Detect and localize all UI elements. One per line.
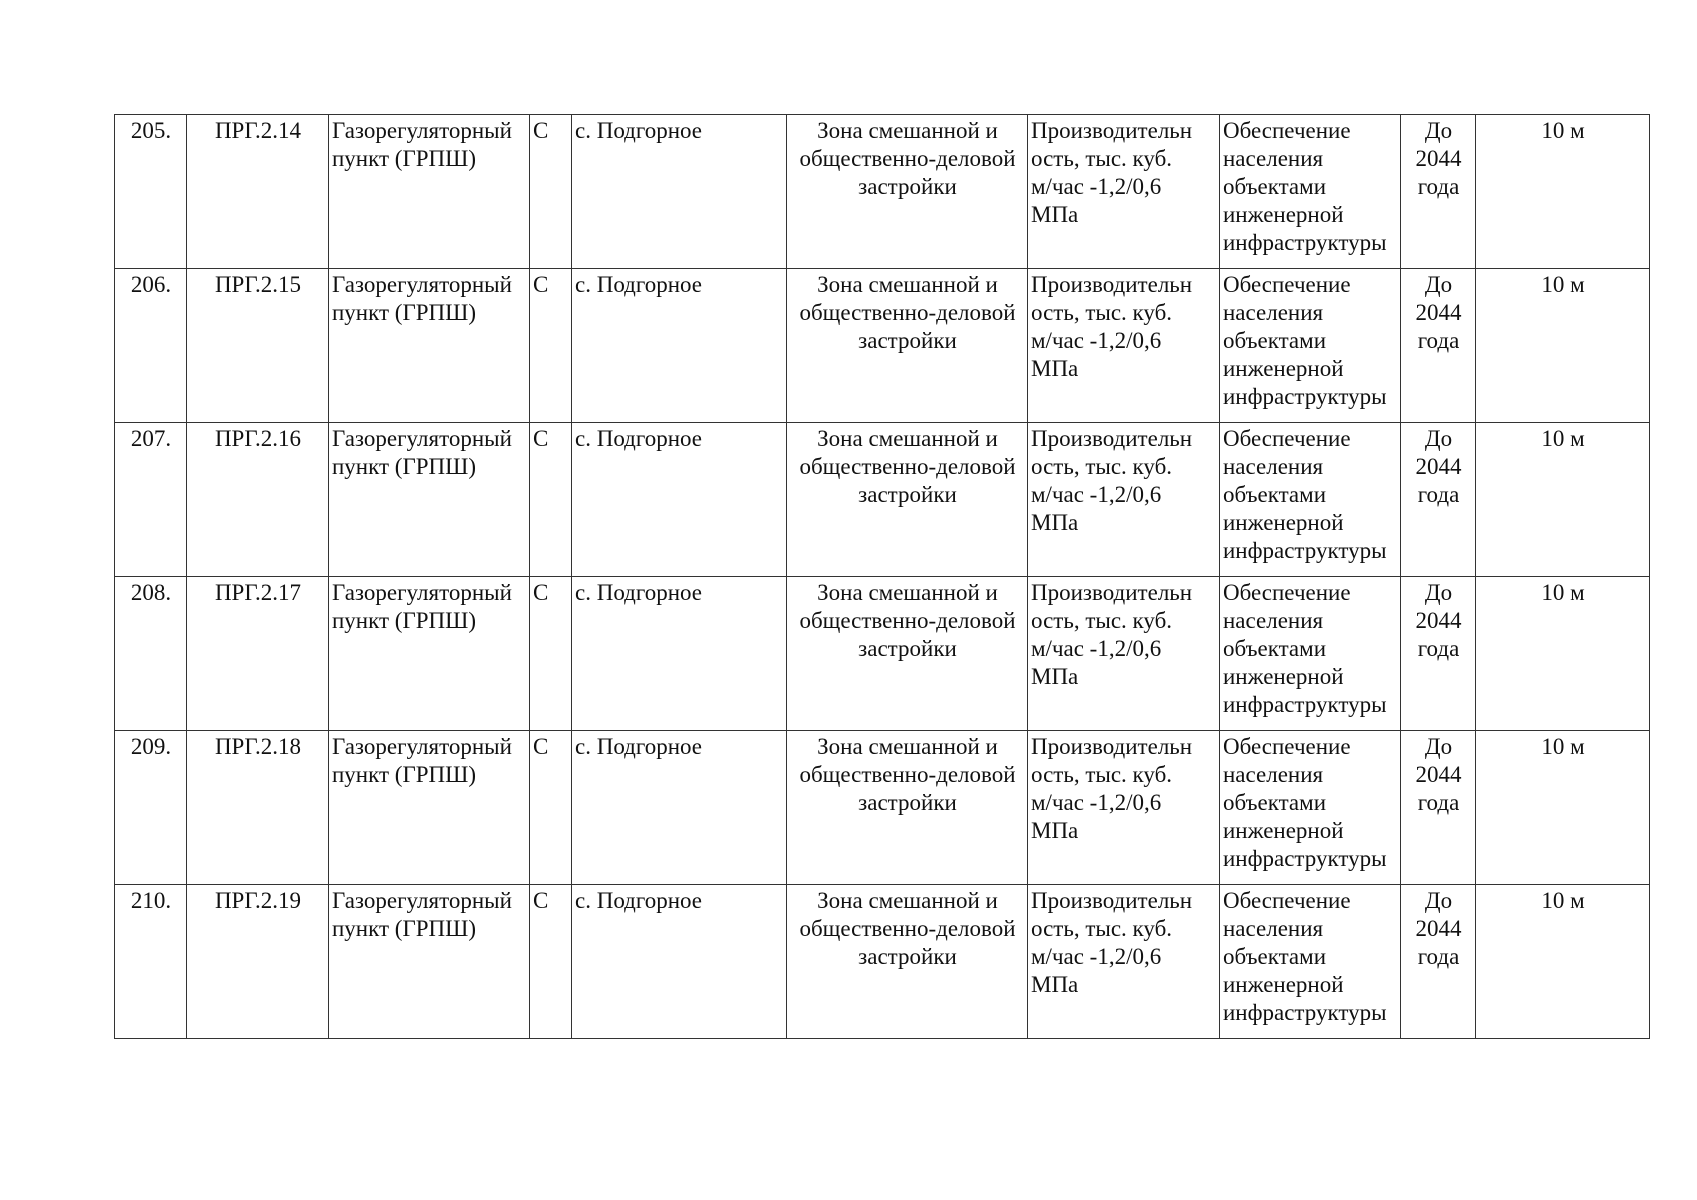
objects-table bbox=[114, 114, 1650, 1039]
purpose-line: Обеспечение bbox=[1223, 426, 1351, 451]
term-line: года bbox=[1417, 174, 1460, 199]
purpose-line: населения bbox=[1223, 608, 1324, 633]
functional-zone-line: общественно-деловой bbox=[799, 762, 1016, 787]
term-line: 2044 bbox=[1415, 146, 1462, 171]
object-code: ПРГ.2.18 bbox=[214, 734, 302, 759]
object-status: С bbox=[533, 118, 549, 143]
functional-zone-line: застройки bbox=[858, 944, 957, 969]
characteristics-line: Производительн bbox=[1031, 118, 1193, 143]
object-status-cell bbox=[530, 115, 572, 269]
purpose-line: населения bbox=[1223, 300, 1324, 325]
location-cell bbox=[572, 731, 787, 885]
characteristics-line: МПа bbox=[1031, 202, 1079, 227]
location: с. Подгорное bbox=[575, 272, 703, 297]
zone-size: 10 м bbox=[1541, 118, 1585, 143]
purpose-cell bbox=[1220, 885, 1401, 1039]
object-name-line: пункт (ГРПШ) bbox=[332, 146, 477, 171]
zone-size-cell bbox=[1476, 577, 1650, 731]
functional-zone-cell bbox=[787, 731, 1028, 885]
term-line: До bbox=[1424, 734, 1453, 759]
purpose-line: Обеспечение bbox=[1223, 272, 1351, 297]
characteristics-cell bbox=[1028, 577, 1220, 731]
zone-size: 10 м bbox=[1541, 580, 1585, 605]
object-name-cell bbox=[329, 423, 530, 577]
term-line: 2044 bbox=[1415, 300, 1462, 325]
term-cell bbox=[1401, 269, 1476, 423]
characteristics-line: ость, тыс. куб. bbox=[1031, 146, 1173, 171]
term-line: До bbox=[1424, 272, 1453, 297]
purpose-line: населения bbox=[1223, 762, 1324, 787]
functional-zone-line: Зона смешанной и bbox=[817, 426, 998, 451]
row-number: 207. bbox=[130, 426, 172, 451]
characteristics-cell bbox=[1028, 885, 1220, 1039]
term-line: До bbox=[1424, 118, 1453, 143]
purpose-line: инженерной bbox=[1223, 202, 1344, 227]
characteristics-line: МПа bbox=[1031, 818, 1079, 843]
object-name-cell bbox=[329, 115, 530, 269]
characteristics-line: Производительн bbox=[1031, 426, 1193, 451]
zone-size: 10 м bbox=[1541, 888, 1585, 913]
object-code-cell bbox=[187, 885, 329, 1039]
object-status-cell bbox=[530, 423, 572, 577]
row-number: 205. bbox=[130, 118, 172, 143]
row-number-cell bbox=[115, 885, 187, 1039]
location: с. Подгорное bbox=[575, 118, 703, 143]
characteristics-cell bbox=[1028, 115, 1220, 269]
location-cell bbox=[572, 269, 787, 423]
object-status-cell bbox=[530, 885, 572, 1039]
location-cell bbox=[572, 577, 787, 731]
zone-size-cell bbox=[1476, 885, 1650, 1039]
object-code-cell bbox=[187, 423, 329, 577]
characteristics-line: ость, тыс. куб. bbox=[1031, 762, 1173, 787]
object-name-line: Газорегуляторный bbox=[332, 426, 512, 451]
purpose-line: инфраструктуры bbox=[1223, 230, 1387, 255]
term-line: До bbox=[1424, 888, 1453, 913]
purpose-cell bbox=[1220, 269, 1401, 423]
object-status: С bbox=[533, 580, 549, 605]
purpose-line: объектами bbox=[1223, 636, 1327, 661]
purpose-line: инфраструктуры bbox=[1223, 538, 1387, 563]
term-line: года bbox=[1417, 790, 1460, 815]
characteristics-line: Производительн bbox=[1031, 580, 1193, 605]
purpose-line: объектами bbox=[1223, 482, 1327, 507]
object-name-cell bbox=[329, 731, 530, 885]
object-name-line: пункт (ГРПШ) bbox=[332, 608, 477, 633]
functional-zone-cell bbox=[787, 577, 1028, 731]
functional-zone-line: Зона смешанной и bbox=[817, 580, 998, 605]
object-name-line: Газорегуляторный bbox=[332, 888, 512, 913]
object-name-cell bbox=[329, 577, 530, 731]
object-name-line: пункт (ГРПШ) bbox=[332, 300, 477, 325]
purpose-line: инфраструктуры bbox=[1223, 384, 1387, 409]
characteristics-line: м/час -1,2/0,6 bbox=[1031, 328, 1162, 353]
term-cell bbox=[1401, 115, 1476, 269]
purpose-cell bbox=[1220, 577, 1401, 731]
term-cell bbox=[1401, 885, 1476, 1039]
zone-size: 10 м bbox=[1541, 426, 1585, 451]
functional-zone-line: общественно-деловой bbox=[799, 916, 1016, 941]
term-line: 2044 bbox=[1415, 608, 1462, 633]
row-number-cell bbox=[115, 731, 187, 885]
object-code-cell bbox=[187, 731, 329, 885]
purpose-line: Обеспечение bbox=[1223, 734, 1351, 759]
purpose-cell bbox=[1220, 731, 1401, 885]
functional-zone-line: застройки bbox=[858, 482, 957, 507]
term-cell bbox=[1401, 577, 1476, 731]
object-code-cell bbox=[187, 115, 329, 269]
purpose-line: инженерной bbox=[1223, 510, 1344, 535]
characteristics-line: Производительн bbox=[1031, 888, 1193, 913]
characteristics-line: м/час -1,2/0,6 bbox=[1031, 482, 1162, 507]
object-code: ПРГ.2.14 bbox=[214, 118, 302, 143]
functional-zone-line: Зона смешанной и bbox=[817, 272, 998, 297]
purpose-line: Обеспечение bbox=[1223, 118, 1351, 143]
characteristics-line: ость, тыс. куб. bbox=[1031, 300, 1173, 325]
characteristics-line: ость, тыс. куб. bbox=[1031, 454, 1173, 479]
table-body bbox=[115, 115, 1650, 1039]
object-name-line: Газорегуляторный bbox=[332, 118, 512, 143]
zone-size: 10 м bbox=[1541, 734, 1585, 759]
object-code-cell bbox=[187, 269, 329, 423]
row-number-cell bbox=[115, 269, 187, 423]
functional-zone-cell bbox=[787, 269, 1028, 423]
object-name-cell bbox=[329, 885, 530, 1039]
characteristics-cell bbox=[1028, 731, 1220, 885]
zone-size-cell bbox=[1476, 731, 1650, 885]
functional-zone-line: застройки bbox=[858, 790, 957, 815]
purpose-line: объектами bbox=[1223, 790, 1327, 815]
object-name-cell bbox=[329, 269, 530, 423]
location: с. Подгорное bbox=[575, 580, 703, 605]
row-number-cell bbox=[115, 423, 187, 577]
zone-size-cell bbox=[1476, 115, 1650, 269]
characteristics-line: МПа bbox=[1031, 510, 1079, 535]
zone-size-cell bbox=[1476, 269, 1650, 423]
zone-size-cell bbox=[1476, 423, 1650, 577]
functional-zone-line: Зона смешанной и bbox=[817, 734, 998, 759]
functional-zone-line: Зона смешанной и bbox=[817, 118, 998, 143]
functional-zone-cell bbox=[787, 423, 1028, 577]
table-row bbox=[115, 731, 1650, 885]
term-line: года bbox=[1417, 328, 1460, 353]
purpose-line: инфраструктуры bbox=[1223, 846, 1387, 871]
term-line: года bbox=[1417, 944, 1460, 969]
characteristics-line: ость, тыс. куб. bbox=[1031, 608, 1173, 633]
zone-size: 10 м bbox=[1541, 272, 1585, 297]
object-name-line: Газорегуляторный bbox=[332, 734, 512, 759]
object-code: ПРГ.2.17 bbox=[214, 580, 302, 605]
table-row bbox=[115, 115, 1650, 269]
location: с. Подгорное bbox=[575, 426, 703, 451]
location: с. Подгорное bbox=[575, 888, 703, 913]
purpose-line: инженерной bbox=[1223, 356, 1344, 381]
characteristics-cell bbox=[1028, 423, 1220, 577]
object-code: ПРГ.2.16 bbox=[214, 426, 302, 451]
term-cell bbox=[1401, 423, 1476, 577]
object-code: ПРГ.2.15 bbox=[214, 272, 302, 297]
characteristics-line: м/час -1,2/0,6 bbox=[1031, 944, 1162, 969]
object-status: С bbox=[533, 426, 549, 451]
functional-zone-line: застройки bbox=[858, 328, 957, 353]
purpose-line: Обеспечение bbox=[1223, 888, 1351, 913]
object-status: С bbox=[533, 272, 549, 297]
purpose-line: объектами bbox=[1223, 328, 1327, 353]
purpose-line: инфраструктуры bbox=[1223, 1000, 1387, 1025]
characteristics-line: МПа bbox=[1031, 972, 1079, 997]
purpose-line: объектами bbox=[1223, 174, 1327, 199]
functional-zone-line: общественно-деловой bbox=[799, 146, 1016, 171]
purpose-line: инженерной bbox=[1223, 664, 1344, 689]
object-code: ПРГ.2.19 bbox=[214, 888, 302, 913]
term-line: 2044 bbox=[1415, 916, 1462, 941]
purpose-line: объектами bbox=[1223, 944, 1327, 969]
purpose-line: населения bbox=[1223, 146, 1324, 171]
purpose-line: Обеспечение bbox=[1223, 580, 1351, 605]
characteristics-line: м/час -1,2/0,6 bbox=[1031, 790, 1162, 815]
table-row bbox=[115, 577, 1650, 731]
object-name-line: Газорегуляторный bbox=[332, 272, 512, 297]
purpose-cell bbox=[1220, 115, 1401, 269]
purpose-line: населения bbox=[1223, 916, 1324, 941]
term-line: До bbox=[1424, 426, 1453, 451]
location-cell bbox=[572, 885, 787, 1039]
object-status-cell bbox=[530, 577, 572, 731]
object-status-cell bbox=[530, 731, 572, 885]
term-line: 2044 bbox=[1415, 454, 1462, 479]
functional-zone-cell bbox=[787, 885, 1028, 1039]
term-line: 2044 bbox=[1415, 762, 1462, 787]
object-name-line: пункт (ГРПШ) bbox=[332, 916, 477, 941]
characteristics-line: м/час -1,2/0,6 bbox=[1031, 174, 1162, 199]
row-number: 208. bbox=[130, 580, 172, 605]
table-row bbox=[115, 885, 1650, 1039]
characteristics-line: Производительн bbox=[1031, 734, 1193, 759]
characteristics-line: МПа bbox=[1031, 664, 1079, 689]
table-row bbox=[115, 423, 1650, 577]
object-name-line: Газорегуляторный bbox=[332, 580, 512, 605]
term-line: года bbox=[1417, 636, 1460, 661]
object-status: С bbox=[533, 888, 549, 913]
functional-zone-line: общественно-деловой bbox=[799, 608, 1016, 633]
row-number: 210. bbox=[130, 888, 172, 913]
object-name-line: пункт (ГРПШ) bbox=[332, 762, 477, 787]
row-number-cell bbox=[115, 577, 187, 731]
object-status: С bbox=[533, 734, 549, 759]
characteristics-cell bbox=[1028, 269, 1220, 423]
table-row bbox=[115, 269, 1650, 423]
functional-zone-line: застройки bbox=[858, 174, 957, 199]
functional-zone-line: Зона смешанной и bbox=[817, 888, 998, 913]
characteristics-line: ость, тыс. куб. bbox=[1031, 916, 1173, 941]
characteristics-line: МПа bbox=[1031, 356, 1079, 381]
purpose-line: инженерной bbox=[1223, 972, 1344, 997]
functional-zone-line: общественно-деловой bbox=[799, 454, 1016, 479]
characteristics-line: Производительн bbox=[1031, 272, 1193, 297]
location-cell bbox=[572, 423, 787, 577]
functional-zone-line: общественно-деловой bbox=[799, 300, 1016, 325]
functional-zone-line: застройки bbox=[858, 636, 957, 661]
object-status-cell bbox=[530, 269, 572, 423]
term-cell bbox=[1401, 731, 1476, 885]
object-name-line: пункт (ГРПШ) bbox=[332, 454, 477, 479]
purpose-line: населения bbox=[1223, 454, 1324, 479]
location-cell bbox=[572, 115, 787, 269]
row-number: 206. bbox=[130, 272, 172, 297]
functional-zone-cell bbox=[787, 115, 1028, 269]
location: с. Подгорное bbox=[575, 734, 703, 759]
term-line: До bbox=[1424, 580, 1453, 605]
characteristics-line: м/час -1,2/0,6 bbox=[1031, 636, 1162, 661]
purpose-line: инженерной bbox=[1223, 818, 1344, 843]
row-number: 209. bbox=[130, 734, 172, 759]
purpose-line: инфраструктуры bbox=[1223, 692, 1387, 717]
purpose-cell bbox=[1220, 423, 1401, 577]
term-line: года bbox=[1417, 482, 1460, 507]
object-code-cell bbox=[187, 577, 329, 731]
row-number-cell bbox=[115, 115, 187, 269]
